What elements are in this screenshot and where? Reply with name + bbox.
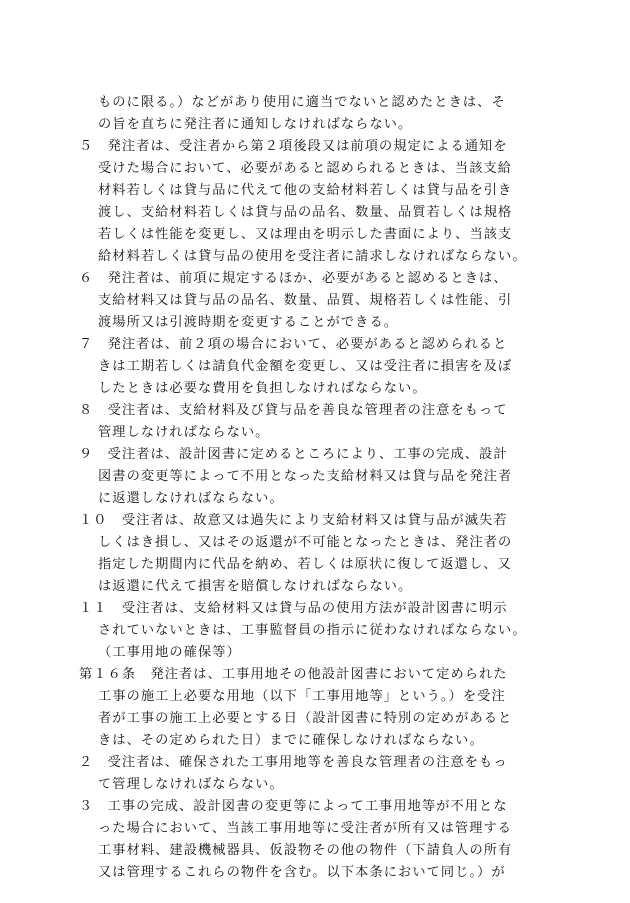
text-line [79,444,554,466]
text-line: 者が工事の施工上必要とする日（設計図書に特別の定めがあると [98,711,513,726]
text-line-body: 発注者は、前項に規定するほか、必要があると認めるときは、 [93,271,508,286]
text-line-body: 受注者は、支給材料又は貸与品の使用方法が設計図書に明示 [107,601,508,616]
article-heading [79,642,554,664]
text-line: 指定した期間内に代品を納め、若しくは原状に復して返還し、又 [98,557,512,572]
text-line [79,136,554,158]
paragraph-number: ６ [79,271,94,286]
text-line: 図書の変更等によって不用となった支給材料又は貸与品を発注者 [98,469,513,484]
text-line: は返還に代えて損害を賠償しなければならない。 [98,579,413,594]
text-line: きは、その定められた日）までに確保しなければならない。 [98,733,484,748]
contract-paragraph [79,334,554,400]
contract-paragraph [79,444,554,510]
paragraph-number: ９ [79,447,94,462]
paragraph-number: ８ [79,403,94,418]
paragraph-number: ２ [79,755,94,770]
paragraph-number: １１ [79,601,108,616]
text-line: しくはき損し、又はその返還が不可能となったときは、発注者の [98,535,513,550]
contract-paragraph [79,796,554,884]
contract-paragraph [79,136,554,268]
text-line: 受けた場合において、必要があると認められるときは、当該支給 [98,161,513,176]
contract-paragraph [79,92,554,136]
text-line-body: 発注者は、受注者から第２項後段又は前項の規定による通知を [93,139,508,154]
text-line-body: 発注者は、工事用地その他設計図書において定められた [136,667,508,682]
text-line: て管理しなければならない。 [98,777,284,792]
contract-text [79,92,554,884]
text-line: きは工期若しくは請負代金額を変更し、又は受注者に損害を及ぼ [98,359,513,374]
contract-paragraph [79,598,554,642]
contract-paragraph [79,510,554,598]
text-line-body: 工事の完成、設計図書の変更等によって工事用地等が不用とな [93,799,508,814]
text-line-body: 発注者は、前２項の場合において、必要があると認められると [93,337,508,352]
text-line-body: 受注者は、支給材料及び貸与品を善良な管理者の注意をもって [93,403,508,418]
text-line [79,598,554,620]
text-line: 材料若しくは貸与品に代えて他の支給材料若しくは貸与品を引き [98,183,513,198]
text-line-body: 受注者は、確保された工事用地等を善良な管理者の注意をもっ [93,755,508,770]
text-line: （工事用地の確保等） [98,645,241,660]
text-line: った場合において、当該工事用地等に受注者が所有又は管理する [98,821,513,836]
text-line [79,752,554,774]
text-line: されていないときは、工事監督員の指示に従わなければならない。 [98,623,527,638]
contract-paragraph [79,752,554,796]
text-line: の旨を直ちに発注者に通知しなければならない。 [98,117,413,132]
paragraph-number: １０ [79,513,108,528]
paragraph-number: ５ [79,139,94,154]
contract-paragraph [79,400,554,444]
text-line [79,400,554,422]
text-line-body: 受注者は、設計図書に定めるところにより、工事の完成、設計 [93,447,508,462]
text-line [79,664,554,686]
paragraph-number: 第１６条 [79,667,137,682]
text-line: 管理しなければならない。 [98,425,270,440]
paragraph-number: ３ [79,799,94,814]
text-line: に返還しなければならない。 [98,491,284,506]
text-line: 若しくは性能を変更し、又は理由を明示した書面により、当該支 [98,227,513,242]
text-line: したときは必要な費用を負担しなければならない。 [98,381,427,396]
contract-paragraph [79,664,554,752]
text-line: 又は管理するこれらの物件を含む。以下本条において同じ。）が [98,865,506,880]
paragraph-number: ７ [79,337,94,352]
contract-paragraph [79,268,554,334]
text-line-body: 受注者は、故意又は過失により支給材料又は貸与品が滅失若 [107,513,508,528]
text-line: ものに限る。）などがあり使用に適当でないと認めたときは、そ [98,95,506,110]
text-line [79,268,554,290]
text-line: 工事の施工上必要な用地（以下「工事用地等」という。）を受注 [98,689,506,704]
text-line: 支給材料又は貸与品の品名、数量、品質、規格若しくは性能、引 [98,293,513,308]
text-line: 工事材料、建設機械器具、仮設物その他の物件（下請負人の所有 [98,843,513,858]
text-line [79,796,554,818]
text-line: 渡し、支給材料若しくは貸与品の品名、数量、品質若しくは規格 [98,205,513,220]
text-line [79,334,554,356]
text-line: 給材料若しくは貸与品の使用を受注者に請求しなければならない。 [98,249,527,264]
text-line [79,510,554,532]
text-line: 渡場所又は引渡時期を変更することができる。 [98,315,399,330]
